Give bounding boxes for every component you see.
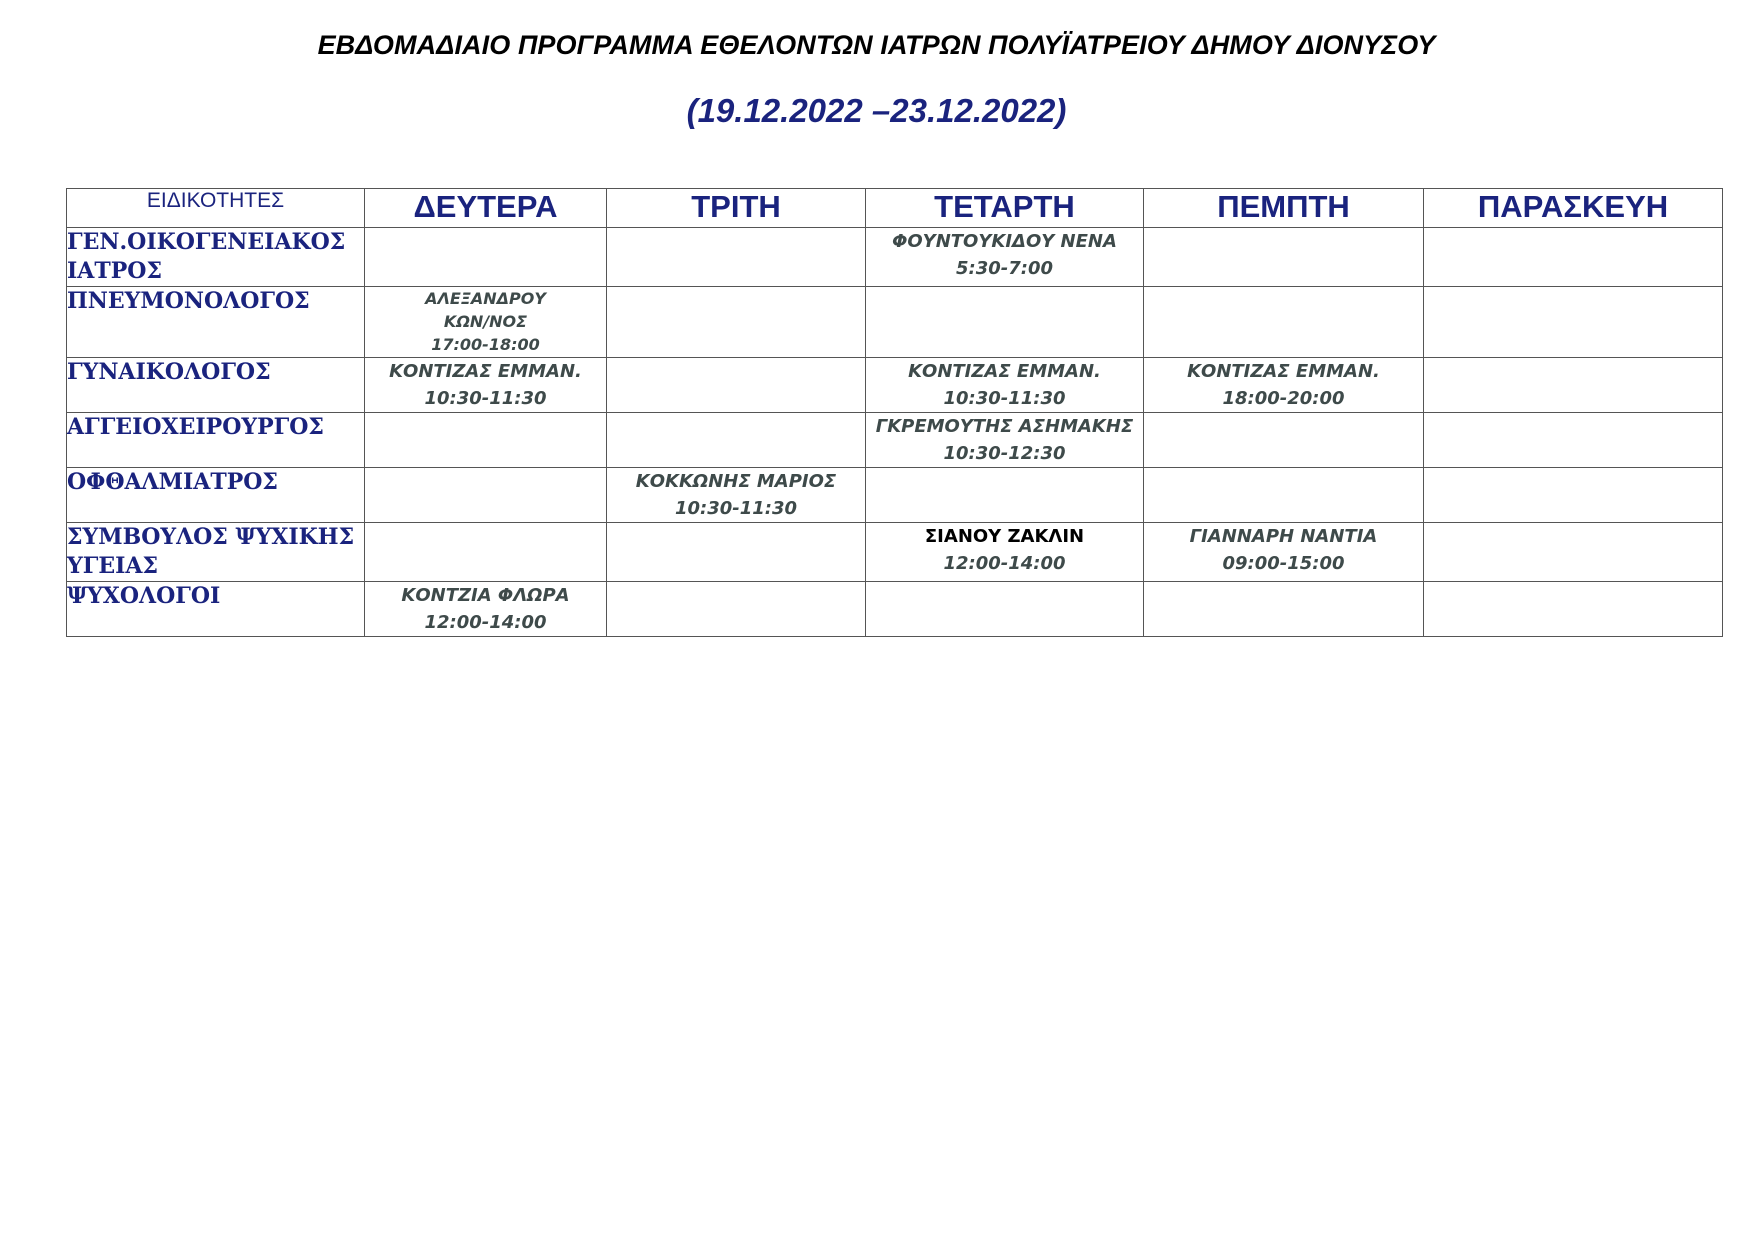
table-row — [67, 413, 1723, 468]
schedule-cell-thursday — [1144, 468, 1424, 523]
time-slot: 10:30-11:30 — [943, 388, 1066, 409]
doctor-name: ΓΚΡΕΜΟΥΤΗΣ ΑΣΗΜΑΚΗΣ — [875, 416, 1134, 437]
schedule-cell-thursday — [1144, 287, 1424, 358]
schedule-cell-tuesday — [607, 468, 866, 523]
schedule-cell-friday — [1424, 468, 1723, 523]
document-title: ΕΒΔΟΜΑΔΙΑΙΟ ΠΡΟΓΡΑΜΜΑ ΕΘΕΛΟΝΤΩΝ ΙΑΤΡΩΝ ΠΟΛΥΪΑΤΡΕΙΟΥ ΔΗΜΟΥ ΔΙΟΝΥΣΟΥ — [317, 30, 1436, 60]
schedule-cell-wednesday — [866, 582, 1144, 637]
weekly-schedule-table — [66, 188, 1723, 637]
table-row — [67, 287, 1723, 358]
schedule-cell-wednesday — [866, 523, 1144, 582]
header-wednesday: ΤΕΤΑΡΤΗ — [866, 189, 1144, 228]
time-slot: 12:00-14:00 — [943, 553, 1066, 574]
table-row — [67, 523, 1723, 582]
schedule-cell-monday — [365, 358, 607, 413]
table-row — [67, 468, 1723, 523]
schedule-cell-thursday — [1144, 523, 1424, 582]
time-slot: 09:00-15:00 — [1222, 553, 1345, 574]
table-row — [67, 228, 1723, 287]
doctor-name: ΓΙΑΝΝΑΡΗ ΝΑΝΤΙΑ — [1189, 526, 1378, 547]
schedule-cell-tuesday — [607, 523, 866, 582]
schedule-cell-friday — [1424, 287, 1723, 358]
doctor-name: ΚΟΚΚΩΝΗΣ ΜΑΡΙΟΣ — [635, 471, 837, 492]
schedule-cell-monday — [365, 523, 607, 582]
doctor-name: ΚΟΝΤΖΙΑ ΦΛΩΡΑ — [401, 585, 570, 606]
specialty-cell: ΨΥΧΟΛΟΓΟΙ — [67, 582, 365, 637]
schedule-cell-monday — [365, 413, 607, 468]
specialty-cell: ΓΥΝΑΙΚΟΛΟΓΟΣ — [67, 358, 365, 413]
doctor-name: ΚΟΝΤΙΖΑΣ ΕΜΜΑΝ. — [1187, 361, 1380, 382]
schedule-cell-thursday — [1144, 358, 1424, 413]
header-monday: ΔΕΥΤΕΡΑ — [365, 189, 607, 228]
time-slot: 18:00-20:00 — [1222, 388, 1345, 409]
schedule-cell-friday — [1424, 523, 1723, 582]
time-slot: 12:00-14:00 — [424, 612, 547, 633]
schedule-cell-monday — [365, 287, 607, 358]
specialty-cell: ΠΝΕΥΜΟΝΟΛΟΓΟΣ — [67, 287, 365, 358]
table-header-row — [67, 189, 1723, 228]
table-row — [67, 582, 1723, 637]
doctor-name: ΚΟΝΤΙΖΑΣ ΕΜΜΑΝ. — [389, 361, 582, 382]
schedule-cell-wednesday — [866, 358, 1144, 413]
schedule-cell-tuesday — [607, 413, 866, 468]
specialty-cell: ΑΓΓΕΙΟΧΕΙΡΟΥΡΓΟΣ — [67, 413, 365, 468]
schedule-cell-wednesday — [866, 413, 1144, 468]
table-row — [67, 358, 1723, 413]
schedule-cell-friday — [1424, 413, 1723, 468]
schedule-cell-thursday — [1144, 582, 1424, 637]
schedule-cell-monday — [365, 582, 607, 637]
header-friday: ΠΑΡΑΣΚΕΥΗ — [1424, 189, 1723, 228]
schedule-cell-monday — [365, 228, 607, 287]
doctor-name: ΦΟΥΝΤΟΥΚΙΔΟΥ ΝΕΝΑ — [892, 231, 1117, 252]
header-specialties: ΕΙΔΙΚΟΤΗΤΕΣ — [67, 189, 365, 228]
specialty-cell: ΣΥΜΒΟΥΛΟΣ ΨΥΧΙΚΗΣ ΥΓΕΙΑΣ — [67, 523, 365, 582]
header-thursday: ΠΕΜΠΤΗ — [1144, 189, 1424, 228]
schedule-cell-wednesday — [866, 228, 1144, 287]
schedule-cell-tuesday — [607, 358, 866, 413]
time-slot: 10:30-11:30 — [424, 388, 547, 409]
doctor-name: ΣΙΑΝΟΥ ΖΑΚΛΙΝ — [924, 526, 1085, 547]
time-slot: 10:30-11:30 — [674, 498, 798, 519]
schedule-cell-thursday — [1144, 228, 1424, 287]
time-slot: 5:30-7:00 — [955, 258, 1053, 279]
schedule-cell-thursday — [1144, 413, 1424, 468]
schedule-cell-tuesday — [607, 582, 866, 637]
schedule-cell-tuesday — [607, 228, 866, 287]
schedule-cell-friday — [1424, 228, 1723, 287]
specialty-cell: ΓΕΝ.ΟΙΚΟΓΕΝΕΙΑΚΟΣ ΙΑΤΡΟΣ — [67, 228, 365, 287]
date-range: (19.12.2022 –23.12.2022) — [686, 92, 1067, 129]
header-tuesday: ΤΡΙΤΗ — [607, 189, 866, 228]
time-slot: 10:30-12:30 — [943, 443, 1066, 464]
specialty-cell: ΟΦΘΑΛΜΙΑΤΡΟΣ — [67, 468, 365, 523]
doctor-name-continued: ΚΩΝ/ΝΟΣ — [443, 312, 528, 331]
schedule-cell-wednesday — [866, 468, 1144, 523]
schedule-cell-monday — [365, 468, 607, 523]
schedule-cell-friday — [1424, 582, 1723, 637]
doctor-name: ΑΛΕΞΑΝΔΡΟΥ — [425, 289, 546, 308]
time-slot: 17:00-18:00 — [431, 335, 540, 354]
schedule-cell-friday — [1424, 358, 1723, 413]
schedule-cell-tuesday — [607, 287, 866, 358]
schedule-cell-wednesday — [866, 287, 1144, 358]
doctor-name: ΚΟΝΤΙΖΑΣ ΕΜΜΑΝ. — [908, 361, 1101, 382]
